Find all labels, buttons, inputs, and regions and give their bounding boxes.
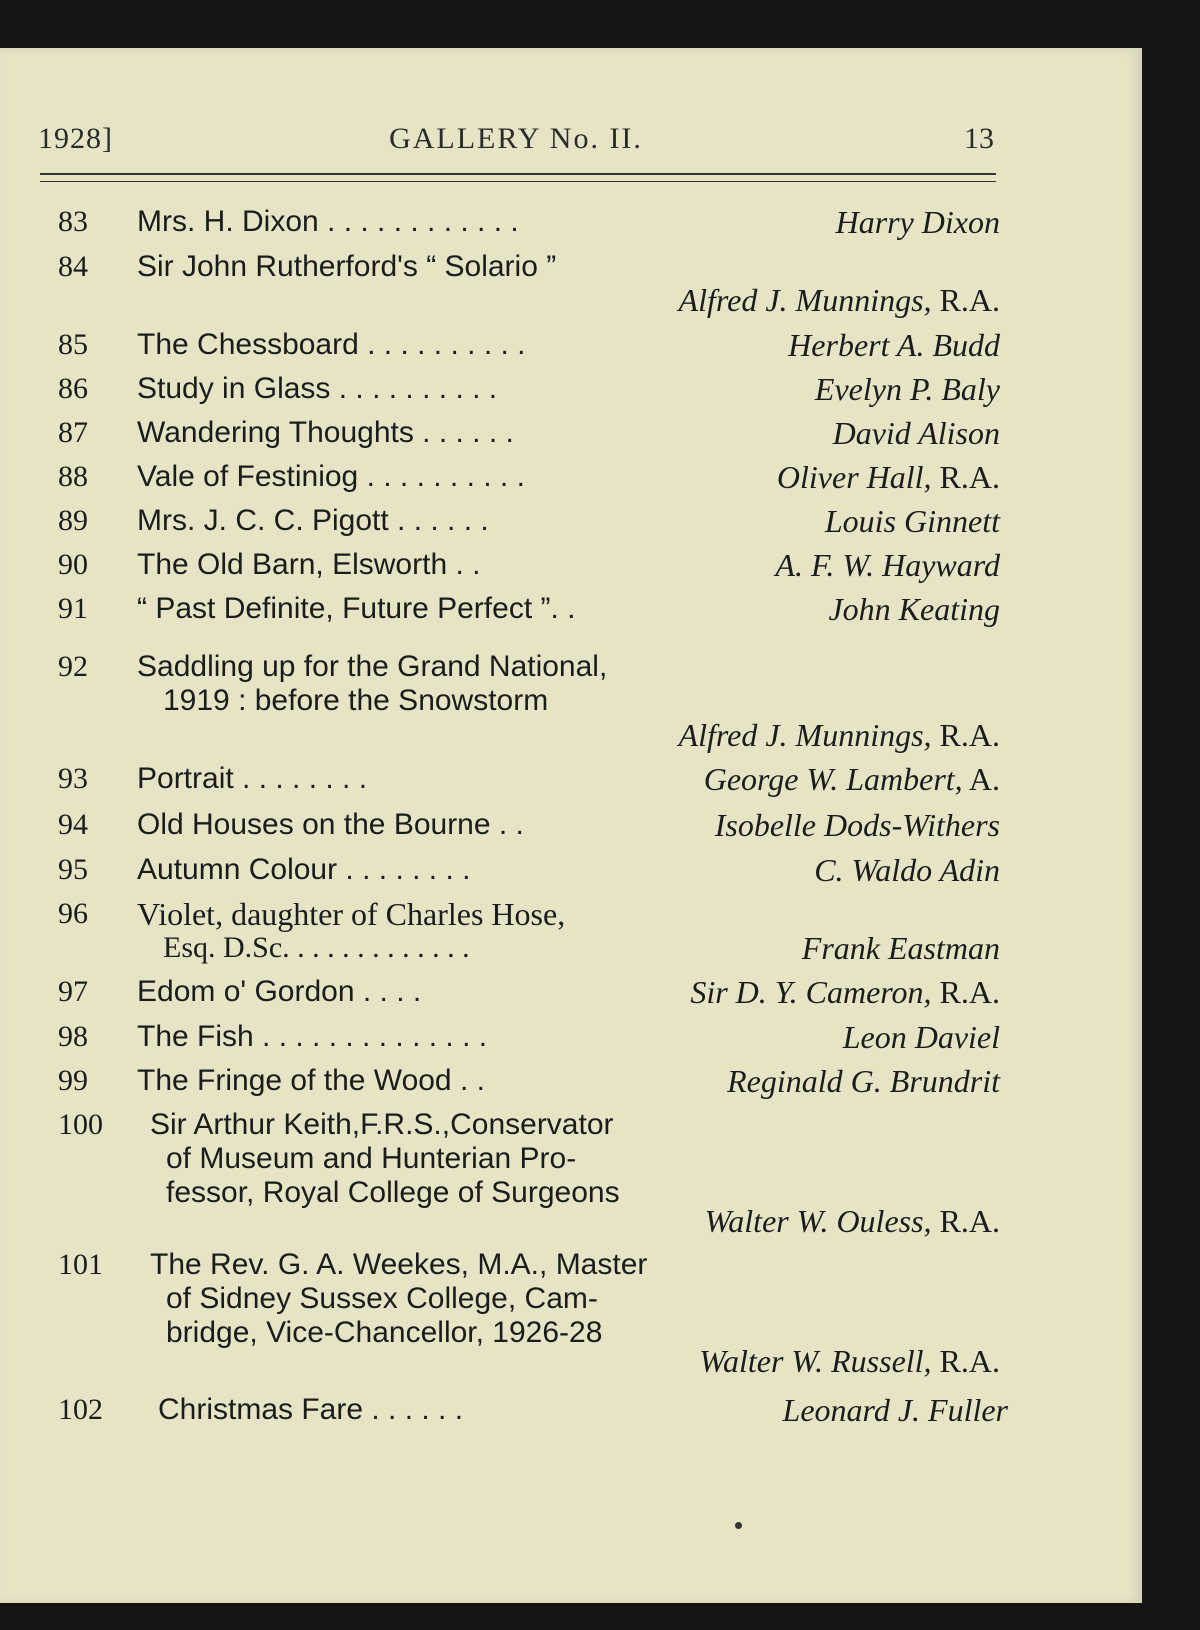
entry-artist xyxy=(704,762,1000,796)
entry-number: 102 xyxy=(58,1393,103,1426)
entry-artist xyxy=(802,931,1000,965)
entry-title: Violet, daughter of Charles Hose, xyxy=(137,896,566,932)
entry-title: Christmas Fare . . . . . . xyxy=(158,1393,464,1426)
entry-number: 98 xyxy=(58,1020,88,1053)
entry-number: 100 xyxy=(58,1108,103,1141)
artist-name: Leon Daviel xyxy=(842,1019,1000,1055)
artist-name: Oliver Hall, xyxy=(776,459,932,495)
entry-artist xyxy=(815,372,1000,406)
entry-title: Old Houses on the Bourne . . xyxy=(137,808,524,841)
entry-artist xyxy=(705,1204,1000,1238)
entry-number: 86 xyxy=(58,372,88,405)
entry-artist xyxy=(833,416,1000,450)
entry-artist xyxy=(843,1020,1000,1054)
ink-dot xyxy=(735,1522,742,1529)
entry-title-line-2: of Museum and Hunterian Pro- xyxy=(166,1142,577,1175)
artist-rank: R.A. xyxy=(931,282,1000,318)
entry-title: Saddling up for the Grand National, xyxy=(137,650,608,683)
artist-name: Alfred J. Munnings, xyxy=(678,282,932,318)
artist-name: C. Waldo Adin xyxy=(814,852,1000,888)
entry-number: 93 xyxy=(58,762,88,795)
entry-title: The Fish . . . . . . . . . . . . . . xyxy=(137,1020,488,1053)
entry-title-line-2: of Sidney Sussex College, Cam- xyxy=(166,1282,598,1315)
artist-name: Walter W. Ouless, xyxy=(704,1203,932,1239)
artist-name: A. F. W. Hayward xyxy=(775,547,1000,583)
entry-title: Sir John Rutherford's “ Solario ” xyxy=(137,250,557,283)
entry-artist xyxy=(699,1344,1000,1378)
entry-number: 101 xyxy=(58,1248,103,1281)
entry-number: 94 xyxy=(58,808,88,841)
page-header xyxy=(38,122,994,162)
entry-number: 97 xyxy=(58,975,88,1008)
artist-name: Alfred J. Munnings, xyxy=(678,717,932,753)
entry-number: 88 xyxy=(58,460,88,493)
entry-title: The Chessboard . . . . . . . . . . xyxy=(137,328,526,361)
artist-name: George W. Lambert, xyxy=(703,761,963,797)
entry-number: 92 xyxy=(58,650,88,683)
artist-name: Reginald G. Brundrit xyxy=(727,1063,1000,1099)
entry-artist xyxy=(715,808,1000,842)
entry-title: The Fringe of the Wood . . xyxy=(137,1064,485,1097)
header-rule xyxy=(40,173,996,182)
header-year: 1928] xyxy=(38,122,113,155)
artist-rank: R.A. xyxy=(931,717,1000,753)
artist-name: Evelyn P. Baly xyxy=(814,371,1000,407)
artist-name: David Alison xyxy=(832,415,1000,451)
entry-title-line-3: bridge, Vice-Chancellor, 1926-28 xyxy=(166,1316,603,1349)
entry-title: The Rev. G. A. Weekes, M.A., Master xyxy=(150,1248,648,1281)
entry-artist xyxy=(679,283,1000,317)
entry-artist xyxy=(679,718,1000,752)
artist-rank: R.A. xyxy=(931,1203,1000,1239)
entry-number: 83 xyxy=(58,205,88,238)
entry-artist xyxy=(783,1393,1008,1427)
entry-title: Vale of Festiniog . . . . . . . . . . xyxy=(137,460,525,493)
entry-number: 91 xyxy=(58,592,88,625)
entry-number: 90 xyxy=(58,548,88,581)
entry-title-line-3: fessor, Royal College of Surgeons xyxy=(166,1176,620,1209)
entry-artist xyxy=(690,975,1000,1009)
entry-artist xyxy=(836,205,1000,239)
artist-name: John Keating xyxy=(828,591,1000,627)
entry-title: Sir Arthur Keith,F.R.S.,Conservator xyxy=(150,1108,614,1141)
artist-name: Herbert A. Budd xyxy=(788,327,1000,363)
entry-number: 99 xyxy=(58,1064,88,1097)
entry-title: Edom o' Gordon . . . . xyxy=(137,975,422,1008)
entry-title-line-2: Esq. D.Sc. . . . . . . . . . . . . xyxy=(163,931,470,964)
entry-title: Portrait . . . . . . . . xyxy=(137,762,368,795)
artist-rank: A. xyxy=(962,761,1000,797)
artist-name: Frank Eastman xyxy=(801,930,1000,966)
artist-rank: R.A. xyxy=(931,459,1000,495)
entry-number: 84 xyxy=(58,250,88,283)
artist-name: Isobelle Dods-Withers xyxy=(714,807,1000,843)
entry-title-line-2: 1919 : before the Snowstorm xyxy=(163,684,549,717)
entry-number: 87 xyxy=(58,416,88,449)
entry-number: 89 xyxy=(58,504,88,537)
entry-artist xyxy=(828,592,1000,626)
artist-name: Leonard J. Fuller xyxy=(782,1392,1008,1428)
artist-rank: R.A. xyxy=(931,1343,1000,1379)
entry-artist xyxy=(825,504,1000,538)
artist-name: Harry Dixon xyxy=(835,204,1000,240)
header-page-number: 13 xyxy=(964,122,994,155)
entry-title: Mrs. J. C. C. Pigott . . . . . . xyxy=(137,504,489,537)
artist-rank: R.A. xyxy=(931,974,1000,1010)
entry-artist xyxy=(775,548,1000,582)
entry-title: Mrs. H. Dixon . . . . . . . . . . . . xyxy=(137,205,519,238)
entry-artist xyxy=(777,460,1000,494)
entry-title: “ Past Definite, Future Perfect ”. . xyxy=(137,592,576,625)
entry-artist xyxy=(727,1064,1000,1098)
entry-artist xyxy=(788,328,1000,362)
entry-artist xyxy=(814,853,1000,887)
entry-title: Autumn Colour . . . . . . . . xyxy=(137,853,471,886)
artist-name: Sir D. Y. Cameron, xyxy=(690,974,932,1010)
entry-title: The Old Barn, Elsworth . . xyxy=(137,548,481,581)
artist-name: Louis Ginnett xyxy=(824,503,1000,539)
entry-number: 95 xyxy=(58,853,88,886)
entry-number: 85 xyxy=(58,328,88,361)
entry-title: Wandering Thoughts . . . . . . xyxy=(137,416,514,449)
artist-name: Walter W. Russell, xyxy=(699,1343,932,1379)
entry-title: Study in Glass . . . . . . . . . . xyxy=(137,372,498,405)
entry-number: 96 xyxy=(58,897,88,930)
header-title: GALLERY No. II. xyxy=(389,122,643,155)
